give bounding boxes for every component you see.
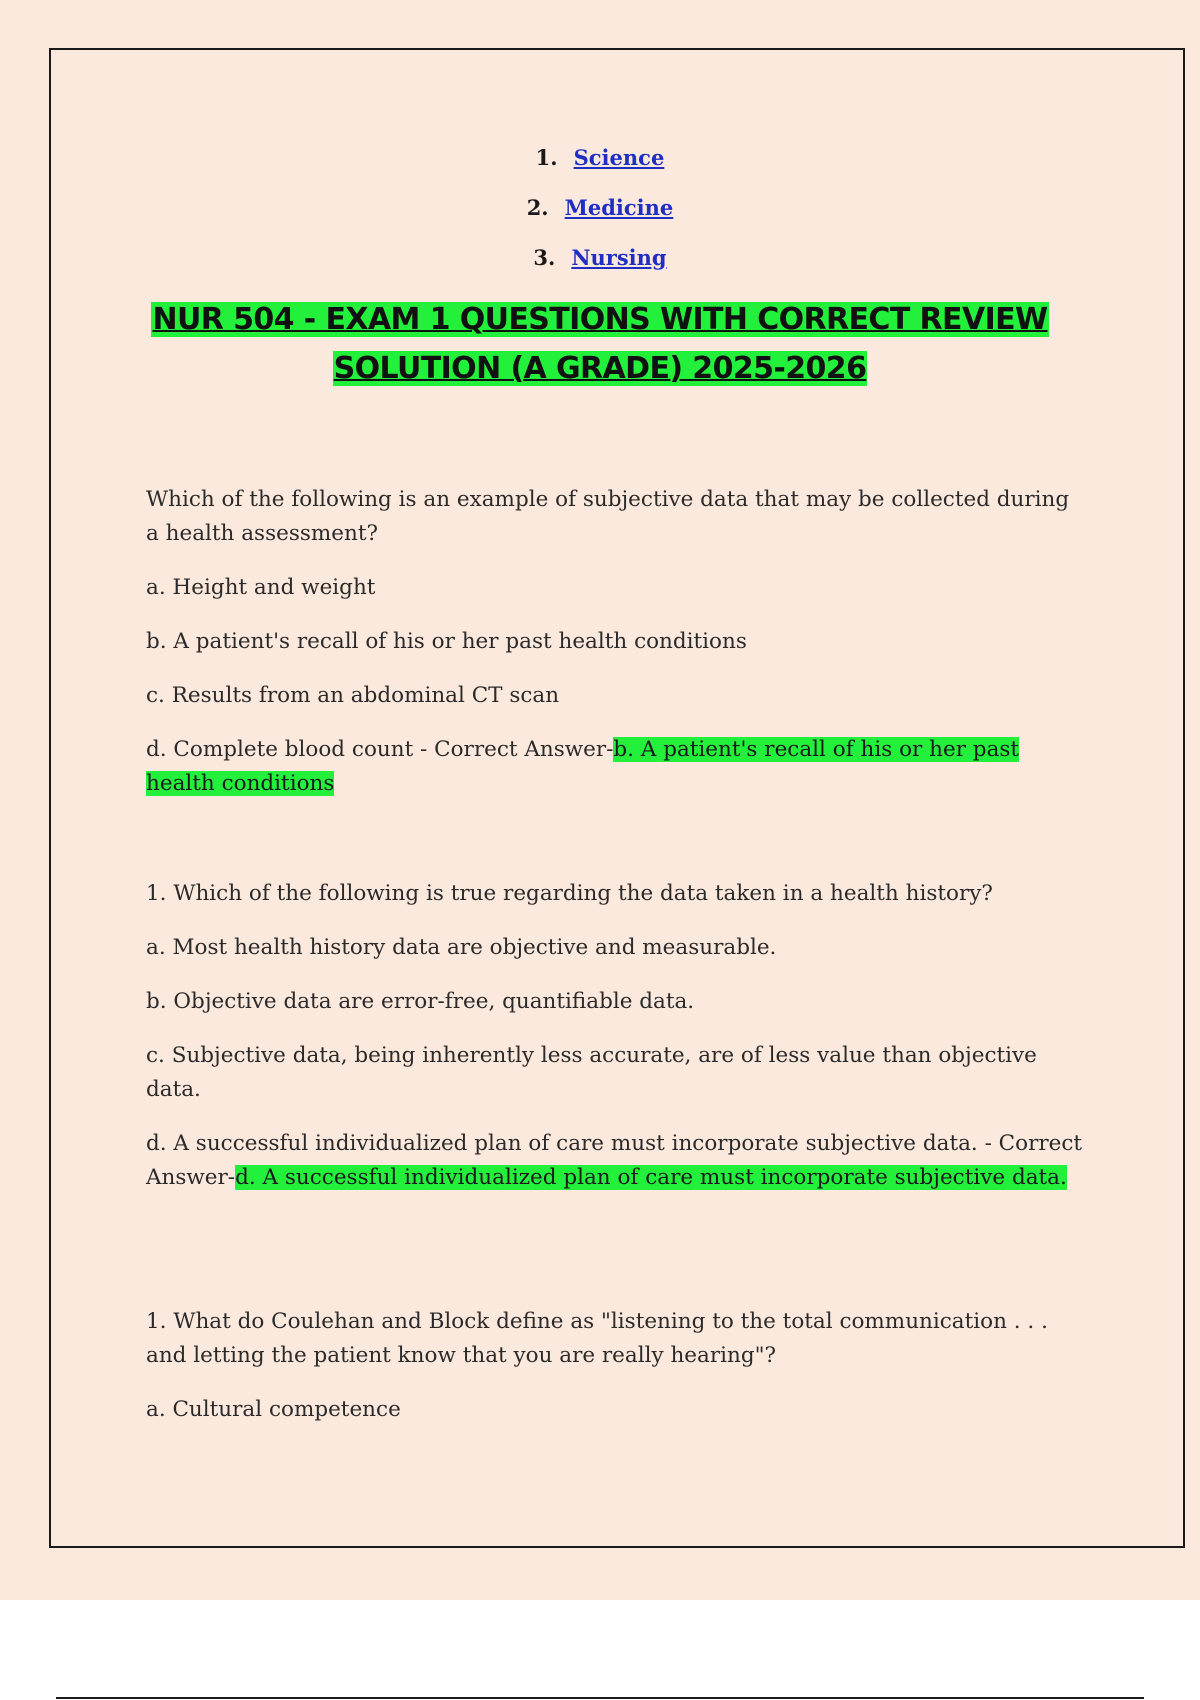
option-a: a. Most health history data are objective and measurable. — [146, 935, 777, 960]
question-block-3 — [146, 1305, 1086, 1447]
breadcrumb-item-nursing — [0, 240, 1200, 290]
option-d — [146, 733, 1086, 801]
breadcrumb-link-medicine[interactable]: Medicine — [564, 195, 674, 220]
option-a: a. Height and weight — [146, 575, 376, 600]
page-divider — [56, 1697, 1144, 1699]
question-block-2 — [146, 877, 1086, 1215]
breadcrumb-number: 3. — [533, 245, 556, 270]
question-block-1 — [146, 483, 1086, 821]
option-c: c. Subjective data, being inherently less accurate, are of less value than objective data. — [146, 1043, 1037, 1102]
category-breadcrumb — [0, 140, 1200, 290]
breadcrumb-link-science[interactable]: Science — [573, 145, 665, 170]
breadcrumb-number: 2. — [526, 195, 549, 220]
option-c: c. Results from an abdominal CT scan — [146, 683, 560, 708]
correct-answer-highlight: b. A patient's recall of his or her past health conditions — [146, 737, 1020, 796]
option-a: a. Cultural competence — [146, 1397, 401, 1422]
question-stem: 1. Which of the following is true regarding the data taken in a health history? — [146, 881, 993, 906]
option-d-text: d. Complete blood count - Correct Answer- — [146, 737, 614, 762]
breadcrumb-item-medicine — [0, 190, 1200, 240]
option-d — [146, 1127, 1086, 1195]
question-stem: 1. What do Coulehan and Block define as "listening to the total communication . . . and letting the patient know that you are really hearing"? — [146, 1309, 1048, 1368]
title-line-1: NUR 504 - EXAM 1 QUESTIONS WITH CORRECT REVIEW — [152, 302, 1048, 337]
breadcrumb-number: 1. — [535, 145, 558, 170]
breadcrumb-item-science — [0, 140, 1200, 190]
question-stem: Which of the following is an example of subjective data that may be collected during a health assessment? — [146, 487, 1070, 546]
option-d-text: d. A successful individualized plan of care must incorporate subjective data. - Correct Answer- — [146, 1131, 1083, 1190]
title-line-2: SOLUTION (A GRADE) 2025-2026 — [333, 351, 867, 386]
document-title — [100, 295, 1100, 393]
breadcrumb-link-nursing[interactable]: Nursing — [571, 245, 667, 270]
correct-answer-highlight: d. A successful individualized plan of care must incorporate subjective data. — [235, 1165, 1067, 1190]
option-b: b. A patient's recall of his or her past health conditions — [146, 629, 747, 654]
option-b: b. Objective data are error-free, quantifiable data. — [146, 989, 695, 1014]
